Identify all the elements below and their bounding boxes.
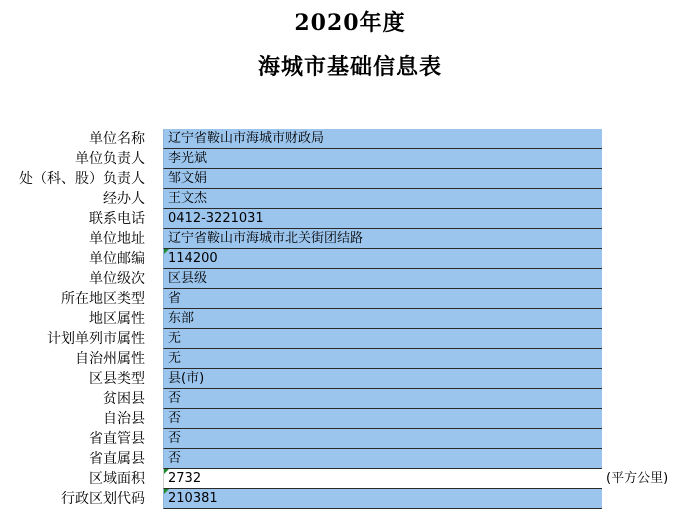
field-label: 单位级次: [89, 271, 145, 287]
field-value-cell[interactable]: [163, 489, 602, 509]
field-value-cell[interactable]: [163, 389, 602, 409]
field-value: 县(市): [168, 371, 205, 386]
field-value: 否: [168, 431, 182, 446]
field-label: 自治县: [103, 411, 145, 427]
field-value: 0412-3221031: [168, 211, 264, 226]
field-value-cell[interactable]: [163, 269, 602, 289]
field-value: 否: [168, 451, 182, 466]
field-value: 王文杰: [168, 191, 208, 206]
field-value: 区县级: [168, 271, 208, 286]
form-row: [0, 349, 700, 369]
field-value: 邹文娟: [168, 171, 208, 186]
form-row: [0, 329, 700, 349]
field-value: 否: [168, 391, 182, 406]
field-value: 辽宁省鞍山市海城市北关街团结路: [168, 231, 364, 246]
field-label: 省直属县: [89, 451, 145, 467]
field-value: 无: [168, 351, 182, 366]
form-row: [0, 169, 700, 189]
field-label: 单位邮编: [89, 251, 145, 267]
field-value: 省: [168, 291, 182, 306]
form-row: [0, 289, 700, 309]
field-value-cell[interactable]: [163, 309, 602, 329]
field-label: 行政区划代码: [61, 491, 145, 507]
field-value: 否: [168, 411, 182, 426]
field-label: 单位地址: [89, 231, 145, 247]
field-label: 省直管县: [89, 431, 145, 447]
form-row: [0, 429, 700, 449]
form-row: [0, 269, 700, 289]
field-label: 单位名称: [89, 131, 145, 147]
field-label: 单位负责人: [75, 151, 145, 167]
field-label: 所在地区类型: [61, 291, 145, 307]
field-value: 114200: [168, 251, 218, 266]
year-title: 2020年度: [294, 10, 406, 36]
field-label: 联系电话: [89, 211, 145, 227]
form-row: [0, 389, 700, 409]
field-label: 计划单列市属性: [47, 331, 145, 347]
field-value: 210381: [168, 491, 218, 506]
field-value-cell[interactable]: [163, 149, 602, 169]
info-form: [0, 129, 700, 509]
field-value-cell[interactable]: [163, 429, 602, 449]
form-row: [0, 409, 700, 429]
field-value: 2732: [168, 471, 202, 486]
form-row: [0, 189, 700, 209]
form-row: [0, 149, 700, 169]
field-value-cell[interactable]: [163, 289, 602, 309]
field-label: 经办人: [103, 191, 145, 207]
form-row: [0, 309, 700, 329]
field-value: 辽宁省鞍山市海城市财政局: [168, 131, 325, 146]
field-label: 地区属性: [89, 311, 145, 327]
field-value-cell[interactable]: [163, 189, 602, 209]
field-value-cell[interactable]: [163, 369, 602, 389]
field-label: 区域面积: [89, 471, 145, 487]
field-label: 自治州属性: [75, 351, 145, 367]
field-value-cell[interactable]: [163, 449, 602, 469]
form-row: [0, 209, 700, 229]
field-label: 处（科、股）负责人: [19, 171, 145, 187]
field-value-cell[interactable]: [163, 469, 602, 489]
field-value-cell[interactable]: [163, 129, 602, 149]
field-value-cell[interactable]: [163, 169, 602, 189]
form-row: [0, 369, 700, 389]
form-row: [0, 129, 700, 149]
field-value-cell[interactable]: [163, 349, 602, 369]
field-value: 东部: [168, 311, 195, 326]
field-label: 贫困县: [103, 391, 145, 407]
field-value-cell[interactable]: [163, 409, 602, 429]
form-row: [0, 449, 700, 469]
form-row: [0, 489, 700, 509]
form-row: [0, 249, 700, 269]
field-value-cell[interactable]: [163, 329, 602, 349]
form-row: [0, 469, 700, 489]
page-title: 海城市基础信息表: [257, 54, 442, 80]
field-value-cell[interactable]: [163, 229, 602, 249]
field-value-cell[interactable]: [163, 249, 602, 269]
field-value: 无: [168, 331, 182, 346]
form-row: [0, 229, 700, 249]
unit-label: (平方公里): [606, 471, 669, 486]
field-label: 区县类型: [89, 371, 145, 387]
field-value: 李光斌: [168, 151, 208, 166]
field-value-cell[interactable]: [163, 209, 602, 229]
